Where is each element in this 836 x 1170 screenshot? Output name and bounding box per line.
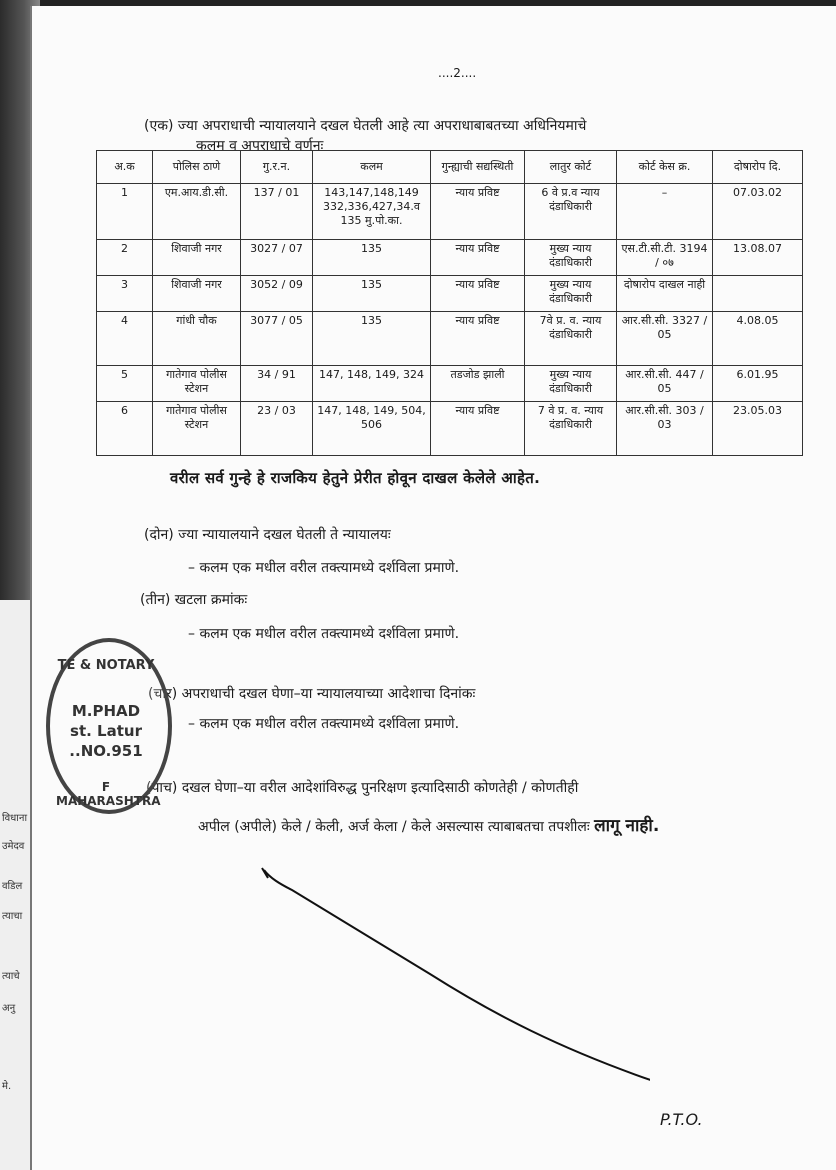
cell: 23.05.03 [713, 402, 803, 456]
underlying-text: विधाना [2, 813, 28, 824]
cell: 147, 148, 149, 324 [313, 366, 431, 402]
cell: 6 वे प्र.व न्याय दंडाधिकारी [525, 184, 617, 240]
stamp-text: M.PHAD [71, 702, 141, 720]
cell: एम.आय.डी.सी. [153, 184, 241, 240]
cell: न्याय प्रविष्ट [431, 240, 525, 276]
cell: गांधी चौक [153, 312, 241, 366]
cell: 07.03.02 [713, 184, 803, 240]
cell: न्याय प्रविष्ट [431, 312, 525, 366]
section-2-text: ज्या न्यायालयाने दखल घेतली ते न्यायालयः [178, 527, 391, 543]
section-4 [148, 684, 475, 704]
cell: एस.टी.सी.टी. 3194 / ०७ [617, 240, 713, 276]
section-5-line-1 [146, 778, 578, 798]
underlying-text: त्याचे [2, 971, 20, 982]
cell: शिवाजी नगर [153, 276, 241, 312]
cell: 3 [97, 276, 153, 312]
cell: मुख्य न्याय दंडाधिकारी [525, 366, 617, 402]
cell: आर.सी.सी. 447 / 05 [617, 366, 713, 402]
section-2-label: (दोन) [144, 527, 174, 543]
cell: गातेगाव पोलीस स्टेशन [153, 366, 241, 402]
table-row [97, 366, 803, 402]
cell: 135 [313, 276, 431, 312]
cell: शिवाजी नगर [153, 240, 241, 276]
section-4-text: अपराधाची दखल घेणा–या न्यायालयाच्या आदेशाचा दिनांकः [181, 686, 476, 702]
case-table [96, 150, 803, 456]
underlying-text: त्याचा [2, 911, 23, 922]
section-3-text: खटला क्रमांकः [174, 592, 248, 608]
page-number: ....2.... [438, 66, 477, 80]
cell: 7 वे प्र. व. न्याय दंडाधिकारी [525, 402, 617, 456]
stamp-text: st. Latur [70, 722, 142, 740]
header-serial: अ.क [97, 151, 153, 184]
table-row [97, 312, 803, 366]
cell [713, 276, 803, 312]
summary-statement: वरील सर्व गुन्हे हे राजकिय हेतुने प्रेरीत होवून दाखल केलेले आहेत. [170, 469, 541, 487]
stamp-text: F MAHARASHTRA [56, 780, 161, 808]
header-section: कलम [313, 151, 431, 184]
header-status: गुन्ह्याची सद्यस्थिती [431, 151, 525, 184]
signature-stroke [230, 864, 650, 1094]
underlying-text: अनु [2, 1003, 16, 1014]
section-4-answer: – कलम एक मधील वरील तक्त्यामध्ये दर्शविला प्रमाणे. [188, 716, 460, 732]
underlying-text: उमेदव [2, 841, 25, 852]
section-5-text: दखल घेणा–या वरील आदेशांविरुद्ध पुनरिक्षण इत्यादिसाठी कोणतेही / कोणतीही [181, 780, 579, 796]
cell: 4 [97, 312, 153, 366]
header-court: लातुर कोर्ट [525, 151, 617, 184]
cell: मुख्य न्याय दंडाधिकारी [525, 240, 617, 276]
table-row [97, 184, 803, 240]
cell: 3027 / 07 [241, 240, 313, 276]
cell: 3077 / 05 [241, 312, 313, 366]
cell: गातेगाव पोलीस स्टेशन [153, 402, 241, 456]
cell: 137 / 01 [241, 184, 313, 240]
header-crime-number: गु.र.न. [241, 151, 313, 184]
cell: आर.सी.सी. 3327 / 05 [617, 312, 713, 366]
section-5-label: (पाच) [146, 780, 178, 796]
header-chargesheet-date: दोषारोप दि. [713, 151, 803, 184]
cell: 34 / 91 [241, 366, 313, 402]
cell: 1 [97, 184, 153, 240]
cell: 4.08.05 [713, 312, 803, 366]
cell: 135 [313, 240, 431, 276]
underlying-text: मे. [2, 1081, 12, 1092]
cell: 6 [97, 402, 153, 456]
table-row [97, 402, 803, 456]
cell: मुख्य न्याय दंडाधिकारी [525, 276, 617, 312]
section-5-text-2: अपील (अपीले) केले / केली, अर्ज केला / केले असल्यास त्याबाबतचा तपशीलः [198, 819, 590, 835]
section-5-line-2 [198, 816, 659, 837]
cell: न्याय प्रविष्ट [431, 276, 525, 312]
stamp-text: TE & NOTARY [57, 658, 155, 673]
section-1-line-2: कलम व अपराधाचे वर्णनः [196, 138, 324, 154]
cell: न्याय प्रविष्ट [431, 402, 525, 456]
cell: – [617, 184, 713, 240]
table-row [97, 240, 803, 276]
section-1-line-1 [144, 116, 586, 136]
cell: 143,147,148,149 332,336,427,34.व 135 मु.पो.का. [313, 184, 431, 240]
cell: 5 [97, 366, 153, 402]
notary-stamp [46, 638, 172, 814]
table-row [97, 276, 803, 312]
section-3-answer: – कलम एक मधील वरील तक्त्यामध्ये दर्शविला प्रमाणे. [188, 626, 460, 642]
cell: तडजोड झाली [431, 366, 525, 402]
section-2-answer: – कलम एक मधील वरील तक्त्यामध्ये दर्शविला प्रमाणे. [188, 560, 460, 576]
header-case-number: कोर्ट केस क्र. [617, 151, 713, 184]
cell: 135 [313, 312, 431, 366]
stamp-text: ..NO.951 [69, 742, 143, 760]
cell: दोषारोप दाखल नाही [617, 276, 713, 312]
table-header-row [97, 151, 803, 184]
cell: 6.01.95 [713, 366, 803, 402]
cell: 13.08.07 [713, 240, 803, 276]
underlying-text: वडिल [2, 881, 23, 892]
pto-handwritten: P.T.O. [660, 1110, 703, 1129]
cell: 147, 148, 149, 504, 506 [313, 402, 431, 456]
section-3 [140, 590, 247, 610]
section-4-label: (चार) [148, 686, 178, 702]
cell: 23 / 03 [241, 402, 313, 456]
section-1-text: ज्या अपराधाची न्यायालयाने दखल घेतली आहे त्या अपराधाबाबतच्या अधिनियमाचे [177, 118, 587, 134]
section-3-label: (तीन) [140, 592, 171, 608]
section-2 [144, 525, 391, 545]
cell: आर.सी.सी. 303 / 03 [617, 402, 713, 456]
section-1-label: (एक) [144, 118, 174, 134]
cell: 7वे प्र. व. न्याय दंडाधिकारी [525, 312, 617, 366]
not-applicable-handwritten: लागू नाही. [594, 816, 660, 836]
cell: 3052 / 09 [241, 276, 313, 312]
cell: न्याय प्रविष्ट [431, 184, 525, 240]
cell: 2 [97, 240, 153, 276]
header-police-station: पोलिस ठाणे [153, 151, 241, 184]
